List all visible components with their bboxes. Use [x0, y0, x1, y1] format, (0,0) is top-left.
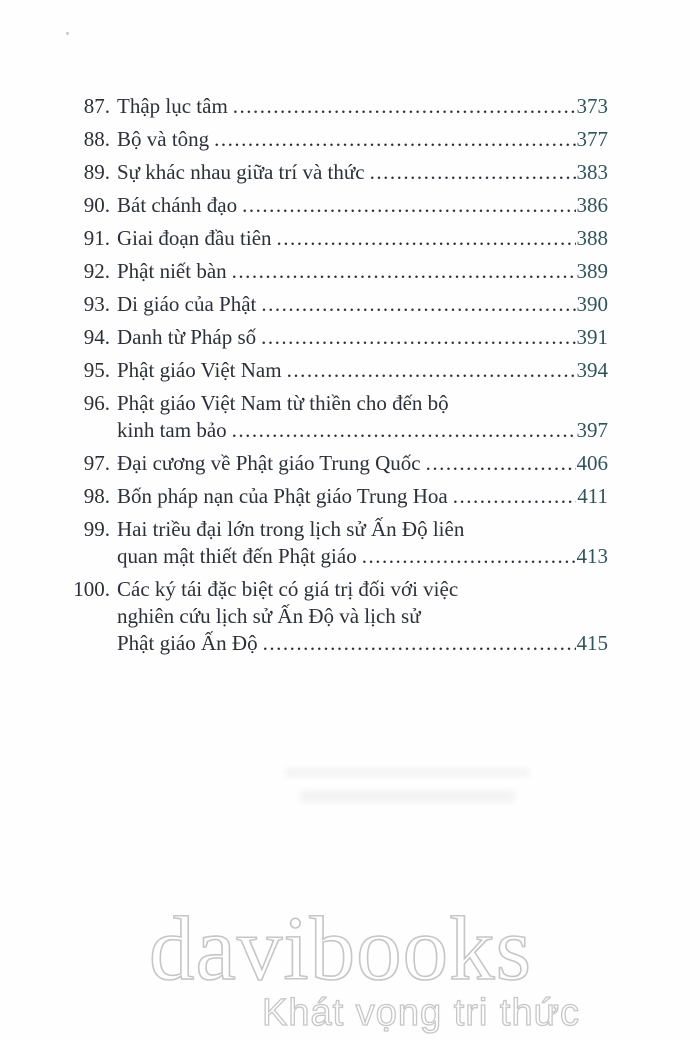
toc-entry	[66, 390, 608, 444]
dot-leader	[261, 324, 575, 351]
toc-entry-body	[110, 93, 608, 120]
toc-entry-number: 88.	[83, 127, 110, 151]
toc-entry	[66, 483, 608, 510]
dot-leader	[214, 126, 575, 153]
toc-entry-number: 98.	[83, 484, 110, 508]
toc-entry-title: Hai triều đại lớn trong lịch sử Ấn Độ liên	[117, 517, 465, 541]
toc-page-number: 388	[576, 226, 608, 250]
toc-entry-number: 90.	[83, 193, 110, 217]
toc-entry-line	[117, 543, 608, 570]
toc-entry-title: Bốn pháp nạn của Phật giáo Trung Hoa	[117, 484, 448, 508]
toc-entry-line	[117, 192, 608, 219]
dot-leader	[287, 357, 576, 384]
toc-page-number: 406	[576, 451, 608, 475]
scan-speck	[66, 32, 69, 35]
toc-entry-number: 91.	[83, 226, 110, 250]
toc-page-number: 394	[576, 358, 608, 382]
toc-entry-number: 93.	[83, 292, 110, 316]
bleed-through-text	[285, 768, 530, 777]
toc-entry-number: 94.	[83, 325, 110, 349]
watermark-tagline: Khát vọng tri thức	[262, 992, 581, 1034]
toc-entry-line	[117, 291, 608, 318]
toc-page-number: 383	[576, 160, 608, 184]
dot-leader	[263, 630, 576, 657]
dot-leader	[232, 417, 576, 444]
toc-entry-title: Phật giáo Việt Nam từ thiền cho đến bộ	[117, 391, 449, 415]
toc-page-number: 411	[577, 484, 608, 508]
dot-leader	[453, 483, 577, 510]
dot-leader	[362, 543, 576, 570]
toc-entry-number: 96.	[83, 391, 110, 415]
toc-entry-title: Bộ và tông	[117, 127, 210, 151]
dot-leader	[261, 291, 575, 318]
toc-entry-line	[117, 630, 608, 657]
dot-leader	[242, 192, 575, 219]
toc-entry-title: Các ký tái đặc biệt có giá trị đối với việc	[117, 577, 459, 601]
toc-entry-body	[110, 126, 608, 153]
toc-entry-title: Phật giáo Việt Nam	[117, 358, 282, 382]
toc-entry-title: kinh tam bảo	[117, 418, 227, 442]
toc-entry-body	[110, 516, 608, 570]
toc-entry-title: Sự khác nhau giữa trí và thức	[117, 160, 365, 184]
toc-entry	[66, 516, 608, 570]
toc-entry-number: 99.	[83, 517, 110, 541]
toc-entry-body	[110, 357, 608, 384]
toc-entry-title: Phật niết bàn	[117, 259, 227, 283]
toc-entry-line	[117, 258, 608, 285]
toc-entry	[66, 192, 608, 219]
toc-entry-line	[117, 225, 608, 252]
dot-leader	[233, 93, 576, 120]
toc-entry-line	[117, 390, 608, 417]
toc-entry-body	[110, 324, 608, 351]
toc-entry-number: 95.	[83, 358, 110, 382]
toc-entry-body	[110, 192, 608, 219]
toc-entry-body	[110, 258, 608, 285]
toc-entry-line	[117, 516, 608, 543]
toc-entry-line	[117, 93, 608, 120]
toc-entry-body	[110, 291, 608, 318]
toc-entry-title: Danh từ Pháp số	[117, 325, 257, 349]
toc-entry-line	[117, 450, 608, 477]
toc-entry	[66, 291, 608, 318]
toc-entry	[66, 159, 608, 186]
toc-entry-body	[110, 390, 608, 444]
toc-entry-line	[117, 357, 608, 384]
toc-list	[66, 93, 608, 663]
toc-entry	[66, 324, 608, 351]
toc-page-number: 397	[576, 418, 608, 442]
watermark-brand: davibooks	[149, 898, 533, 999]
toc-entry-line	[117, 159, 608, 186]
toc-entry-number: 92.	[83, 259, 110, 283]
toc-entry-title: Giai đoạn đầu tiên	[117, 226, 272, 250]
dot-leader	[426, 450, 576, 477]
toc-entry-title: Phật giáo Ấn Độ	[117, 631, 258, 655]
toc-page-number: 390	[576, 292, 608, 316]
toc-entry-line	[117, 324, 608, 351]
toc-page-number: 377	[576, 127, 608, 151]
toc-entry-line	[117, 483, 608, 510]
toc-entry-number: 97.	[83, 451, 110, 475]
toc-entry-line	[117, 126, 608, 153]
toc-entry	[66, 576, 608, 657]
toc-entry-body	[110, 225, 608, 252]
toc-entry	[66, 93, 608, 120]
toc-entry-body	[110, 483, 608, 510]
bleed-through-text	[300, 790, 515, 803]
toc-entry-title: quan mật thiết đến Phật giáo	[117, 544, 357, 568]
toc-entry-title: Đại cương về Phật giáo Trung Quốc	[117, 451, 421, 475]
toc-entry-line	[117, 603, 608, 630]
toc-entry-title: nghiên cứu lịch sử Ấn Độ và lịch sử	[117, 604, 421, 628]
toc-page-number: 413	[576, 544, 608, 568]
toc-entry-title: Bát chánh đạo	[117, 193, 238, 217]
toc-entry-title: Thập lục tâm	[117, 94, 228, 118]
dot-leader	[277, 225, 576, 252]
toc-entry-number: 89.	[83, 160, 110, 184]
toc-entry-line	[117, 576, 608, 603]
toc-entry-body	[110, 576, 608, 657]
toc-entry	[66, 225, 608, 252]
toc-page-number: 386	[576, 193, 608, 217]
toc-entry	[66, 357, 608, 384]
toc-page-number: 373	[576, 94, 608, 118]
toc-entry	[66, 126, 608, 153]
dot-leader	[370, 159, 576, 186]
toc-entry-line	[117, 417, 608, 444]
toc-entry-body	[110, 450, 608, 477]
toc-entry-number: 100.	[73, 577, 110, 601]
dot-leader	[232, 258, 576, 285]
toc-page-number: 415	[576, 631, 608, 655]
toc-page-number: 389	[576, 259, 608, 283]
toc-entry-body	[110, 159, 608, 186]
toc-entry-title: Di giáo của Phật	[117, 292, 257, 316]
toc-page-number: 391	[576, 325, 608, 349]
toc-entry-number: 87.	[83, 94, 110, 118]
toc-entry	[66, 450, 608, 477]
toc-entry	[66, 258, 608, 285]
